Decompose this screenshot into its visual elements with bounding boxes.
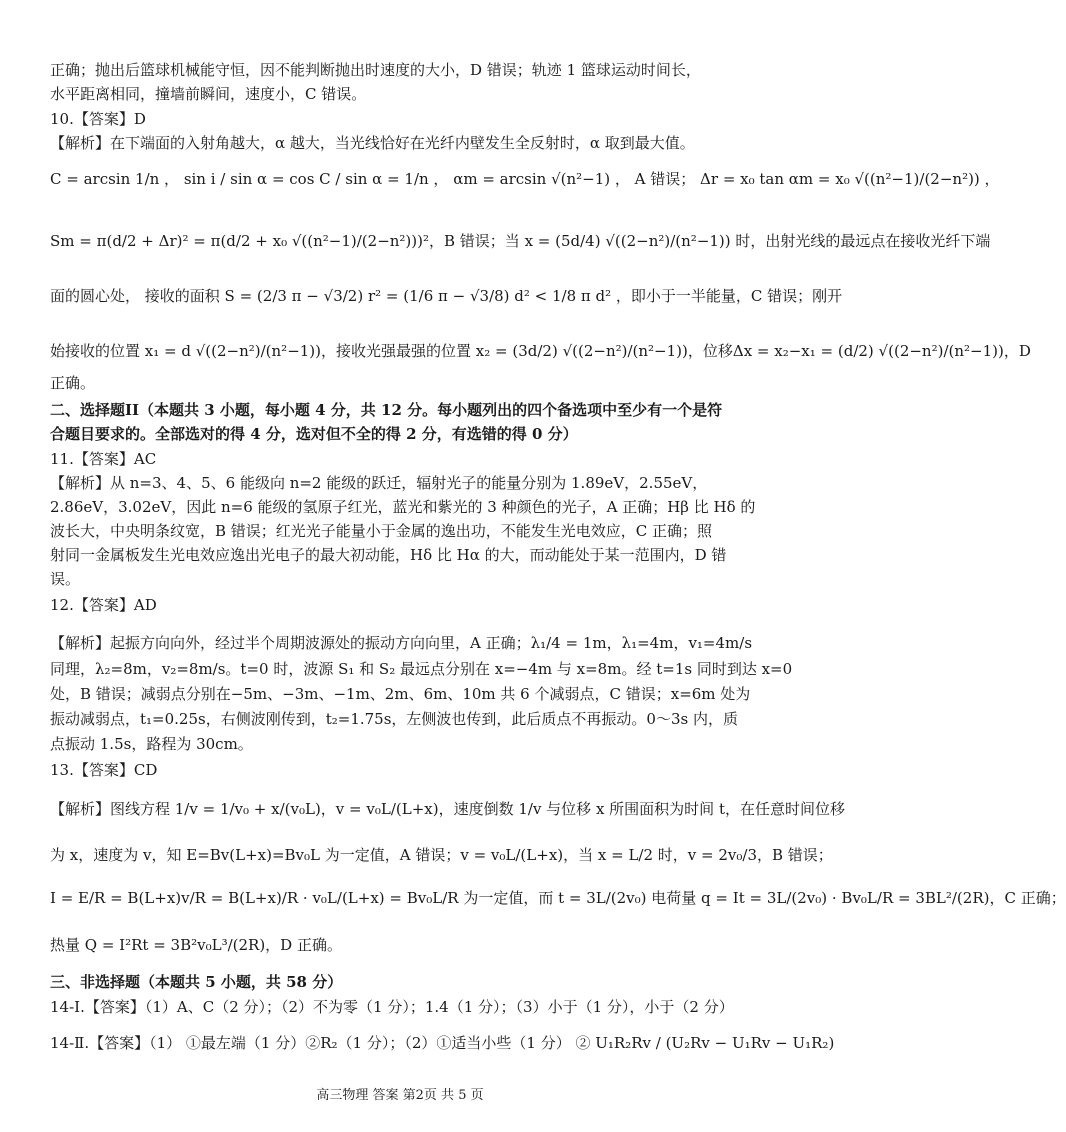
formula-line: C = arcsin 1/n ， sin i / sin α = cos C / sin α = 1/n ， αm = arcsin √(n²−1) ， A 错误； Δr = x₀ tan αm = x₀ √((n²−1)/(2−n²)) ， — [50, 170, 1000, 188]
formula-line: 热量 Q = I²Rt = 3B²v₀L³/(2R)，D 正确。 — [50, 936, 342, 954]
text-line: 【解析】在下端面的入射角越大，α 越大，当光线恰好在光纤内壁发生全反射时，α 取到最大值。 — [50, 134, 695, 152]
answer-line: 14-Ⅱ.【答案】（1） ①最左端（1 分）②R₂（1 分）；（2）①适当小些（1 分） ② U₁R₂Rv / (U₂Rv − U₁Rv − U₁R₂) — [50, 1034, 835, 1052]
text-line: 振动减弱点，t₁=0.25s，右侧波刚传到，t₂=1.75s，左侧波也传到，此后质点不再振动。0～3s 内，质 — [50, 710, 738, 728]
answer-heading: 11.【答案】AC — [50, 450, 157, 468]
text-line: 同理，λ₂=8m，v₂=8m/s。t=0 时，波源 S₁ 和 S₂ 最远点分别在 x=−4m 与 x=8m。经 t=1s 同时到达 x=0 — [50, 660, 793, 678]
text-line: 【解析】从 n=3、4、5、6 能级向 n=2 能级的跃迁，辐射光子的能量分别为 1.89eV，2.55eV， — [50, 474, 708, 492]
text-line: 波长大，中央明条纹宽，B 错误；红光光子能量小于金属的逸出功，不能发生光电效应，C 正确；照 — [50, 522, 713, 540]
answer-heading: 10.【答案】D — [50, 110, 146, 128]
formula-line: 为 x，速度为 v，知 E=Bv(L+x)=Bv₀L 为一定值，A 错误；v = v₀L/(L+x)，当 x = L/2 时，v = 2v₀/3，B 错误； — [50, 846, 833, 864]
formula-line: 面的圆心处， 接收的面积 S = (2/3 π − √3/2) r² = (1/6 π − √3/8) d² < 1/8 π d² ，即小于一半能量，C 错误；刚开 — [50, 287, 843, 305]
text-line: 处，B 错误；减弱点分别在−5m、−3m、−1m、2m、6m、10m 共 6 个减弱点，C 错误；x=6m 处为 — [50, 685, 751, 703]
text-line: 射同一金属板发生光电效应逸出光电子的最大初动能，Hδ 比 Hα 的大，而动能处于某一范围内，D 错 — [50, 546, 727, 564]
section-heading: 三、非选择题（本题共 5 小题，共 58 分） — [50, 973, 343, 991]
page-footer: 高三物理 答案 第2页 共 5 页 — [316, 1088, 484, 1103]
formula-line: I = E/R = B(L+x)v/R = B(L+x)/R · v₀L/(L+x) = Bv₀L/R 为一定值，而 t = 3L/(2v₀) 电荷量 q = It = 3L/(2v₀) · Bv₀L/R = 3BL²/(2R)，C 正确； — [50, 889, 1066, 907]
text-line: 2.86eV，3.02eV，因此 n=6 能级的氢原子红光，蓝光和紫光的 3 种颜色的光子，A 正确；Hβ 比 Hδ 的 — [50, 498, 756, 516]
section-heading: 合题目要求的。全部选对的得 4 分，选对但不全的得 2 分，有选错的得 0 分） — [50, 425, 578, 443]
formula-line: 【解析】图线方程 1/v = 1/v₀ + x/(v₀L)，v = v₀L/(L+x)，速度倒数 1/v 与位移 x 所围面积为时间 t，在任意时间位移 — [50, 800, 845, 818]
text-line: 【解析】起振方向向外，经过半个周期波源处的振动方向向里，A 正确；λ₁/4 = 1m，λ₁=4m，v₁=4m/s — [50, 634, 753, 652]
formula-line: Sm = π(d/2 + Δr)² = π(d/2 + x₀ √((n²−1)/(2−n²)))²，B 错误；当 x = (5d/4) √((2−n²)/(n²−1)) 时，出射光线的最远点在接收光纤下端 — [50, 232, 991, 250]
text-line: 误。 — [50, 570, 81, 588]
text-line: 水平距离相同，撞墙前瞬间，速度小，C 错误。 — [50, 85, 367, 103]
answer-line: 14-Ⅰ.【答案】（1）A、C（2 分）；（2）不为零（1 分）；1.4（1 分）；（3）小于（1 分），小于（2 分） — [50, 998, 734, 1016]
text-line: 正确；抛出后篮球机械能守恒，因不能判断抛出时速度的大小，D 错误；轨迹 1 篮球运动时间长， — [50, 61, 701, 79]
answer-heading: 13.【答案】CD — [50, 761, 158, 779]
text-line: 点振动 1.5s，路程为 30cm。 — [50, 735, 253, 753]
answer-heading: 12.【答案】AD — [50, 596, 157, 614]
formula-line: 始接收的位置 x₁ = d √((2−n²)/(n²−1))，接收光强最强的位置 x₂ = (3d/2) √((2−n²)/(n²−1))，位移Δx = x₂−x₁ = (d/2) √((2−n²)/(n²−1))，D — [50, 342, 1031, 360]
section-heading: 二、选择题II（本题共 3 小题，每小题 4 分，共 12 分。每小题列出的四个备选项中至少有一个是符 — [50, 401, 723, 419]
text-line: 正确。 — [50, 374, 96, 392]
